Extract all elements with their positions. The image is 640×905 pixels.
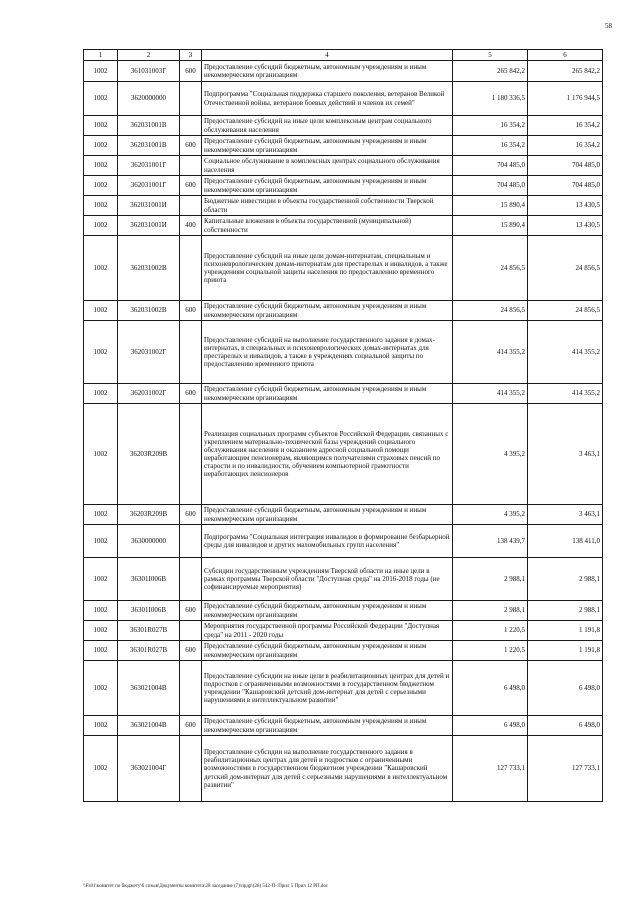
section-cell: 1002 [84, 736, 118, 802]
value-cell: 2 988,1 [453, 601, 528, 621]
name-cell: Субсидии государственным учреждениям Тверской области на иные цели в рамках программы Тверской области "Доступная среда" на 2016-2018 годы (не софинансируемые мероприятия) [202, 558, 453, 601]
value-cell: 6 498,0 [528, 716, 603, 736]
name-cell: Предоставление субсидий бюджетным, автономным учреждениям и иным некоммерческим организациям [202, 505, 453, 525]
type-cell: 600 [180, 505, 202, 525]
value-cell: 2 988,1 [528, 601, 603, 621]
type-cell [180, 156, 202, 176]
value-cell: 24 856,5 [453, 236, 528, 301]
code-cell: 363021004Г [118, 736, 180, 802]
name-cell: Предоставление субсидий бюджетным, автономным учреждениям и иным некоммерческим организациям [202, 384, 453, 404]
type-cell [180, 196, 202, 216]
name-cell: Подпрограмма "Социальная интеграция инвалидов в формирование безбарьерной среды для инвалидов и других маломобильных групп населения" [202, 525, 453, 558]
code-cell: 36301I006В [118, 601, 180, 621]
table-row [84, 525, 603, 558]
name-cell: Мероприятия государственной программы Российской Федерации "Доступная среда" на 2011 - 2020 годы [202, 621, 453, 641]
value-cell: 1 176 944,5 [528, 82, 603, 116]
type-cell: 600 [180, 641, 202, 661]
value-cell: 6 498,0 [453, 661, 528, 716]
table-row [84, 136, 603, 156]
type-cell [180, 558, 202, 601]
value-cell: 1 191,8 [528, 621, 603, 641]
type-cell: 600 [180, 384, 202, 404]
value-cell: 127 733,1 [453, 736, 528, 802]
name-cell: Предоставление субсидий бюджетным, автономным учреждениям и иным некоммерческим организациям [202, 641, 453, 661]
table-row [84, 216, 603, 236]
name-cell: Бюджетные инвестиции в объекты государственной собственности Тверской области [202, 196, 453, 216]
column-header: 6 [528, 50, 603, 61]
name-cell: Реализация социальных программ субъектов Российской Федерации, связанных с укреплением материально-технической базы учреждений социального обслуживания населения и оказанием адресной социальной помощи неработающим пенсионерам, являющимся получателями страховых пенсий по старости и по инвалидности, обучением компьютерной грамотности неработающих пенсионеров [202, 404, 453, 505]
name-cell: Предоставление субсидий бюджетным, автономным учреждениям и иным некоммерческим организациям [202, 601, 453, 621]
type-cell [180, 82, 202, 116]
table-row [84, 301, 603, 321]
code-cell: 361031003Г [118, 61, 180, 82]
section-cell: 1002 [84, 61, 118, 82]
type-cell [180, 236, 202, 301]
type-cell: 600 [180, 601, 202, 621]
type-cell: 600 [180, 61, 202, 82]
value-cell: 16 354,2 [528, 116, 603, 136]
value-cell: 3 463,1 [528, 505, 603, 525]
section-cell: 1002 [84, 661, 118, 716]
section-cell: 1002 [84, 716, 118, 736]
table-row [84, 236, 603, 301]
code-cell: 36203R209В [118, 404, 180, 505]
value-cell: 1 191,8 [528, 641, 603, 661]
code-cell: 362031001И [118, 216, 180, 236]
table-row [84, 384, 603, 404]
section-cell: 1002 [84, 116, 118, 136]
value-cell: 704 485,0 [453, 156, 528, 176]
budget-table [83, 49, 603, 802]
value-cell: 414 355,2 [453, 384, 528, 404]
value-cell: 1 220,5 [453, 641, 528, 661]
value-cell: 4 395,2 [453, 404, 528, 505]
value-cell: 127 733,1 [528, 736, 603, 802]
value-cell: 704 485,0 [453, 176, 528, 196]
file-path-footer: \\Fs01\комитет по бюджету\6 созыв\Документы комитета\28 заседание (7)\прдр\(28) 542-П-\Прил 5 Прил 12 РП.doc [83, 884, 329, 889]
type-cell [180, 621, 202, 641]
type-cell [180, 661, 202, 716]
section-cell: 1002 [84, 558, 118, 601]
section-cell: 1002 [84, 156, 118, 176]
section-cell: 1002 [84, 404, 118, 505]
type-cell: 600 [180, 176, 202, 196]
code-cell: 36301R027В [118, 621, 180, 641]
section-cell: 1002 [84, 136, 118, 156]
code-cell: 36301R027В [118, 641, 180, 661]
code-cell: 363021004В [118, 716, 180, 736]
type-cell: 600 [180, 716, 202, 736]
page-number: 58 [605, 22, 612, 30]
name-cell: Предоставление субсидии на выполнение государственного задания в реабилитационных центрах для детей и подростков с ограниченными возможностями в государственном бюджетном учреждении "Кашаровский детский дом-интернат для детей с серьезными нарушениями в интеллектуальном развитии" [202, 736, 453, 802]
type-cell [180, 736, 202, 802]
value-cell: 13 430,5 [528, 216, 603, 236]
code-cell: 362031001И [118, 196, 180, 216]
table-row [84, 156, 603, 176]
code-cell: 36301I006В [118, 558, 180, 601]
table-row [84, 116, 603, 136]
type-cell: 600 [180, 136, 202, 156]
code-cell: 362031001В [118, 136, 180, 156]
column-header: 4 [202, 50, 453, 61]
table-row [84, 641, 603, 661]
value-cell: 414 355,2 [528, 321, 603, 384]
section-cell: 1002 [84, 301, 118, 321]
table-row [84, 61, 603, 82]
section-cell: 1002 [84, 641, 118, 661]
value-cell: 24 856,5 [528, 301, 603, 321]
value-cell: 6 498,0 [453, 716, 528, 736]
value-cell: 15 890,4 [453, 216, 528, 236]
code-cell: 362031001Г [118, 156, 180, 176]
table-row [84, 621, 603, 641]
value-cell: 265 842,2 [453, 61, 528, 82]
name-cell: Предоставление субсидий бюджетным, автономным учреждениям и иным некоммерческим организациям [202, 61, 453, 82]
value-cell: 265 842,2 [528, 61, 603, 82]
name-cell: Подпрограмма "Социальная поддержка старшего поколения, ветеранов Великой Отечественной войны, ветеранов боевых действий и членов их семей" [202, 82, 453, 116]
table-row [84, 661, 603, 716]
value-cell: 4 395,2 [453, 505, 528, 525]
code-cell: 362031001В [118, 116, 180, 136]
name-cell: Предоставление субсидий бюджетным, автономным учреждениям и иным некоммерческим организациям [202, 716, 453, 736]
name-cell: Предоставление субсидий на выполнение государственного задания в домах-интернатах, в специальных и психоневрологических домах-интернатах для престарелых и инвалидов, а также в учреждениях социальной защиты по предоставлению временного приюта [202, 321, 453, 384]
value-cell: 13 430,5 [528, 196, 603, 216]
value-cell: 1 220,5 [453, 621, 528, 641]
value-cell: 24 856,5 [528, 236, 603, 301]
code-cell: 36203R209В [118, 505, 180, 525]
type-cell [180, 116, 202, 136]
type-cell [180, 404, 202, 505]
table-row [84, 736, 603, 802]
table-row [84, 196, 603, 216]
value-cell: 704 485,0 [528, 156, 603, 176]
section-cell: 1002 [84, 176, 118, 196]
section-cell: 1002 [84, 82, 118, 116]
name-cell: Предоставление субсидий бюджетным, автономным учреждениям и иным некоммерческим организациям [202, 301, 453, 321]
value-cell: 24 856,5 [453, 301, 528, 321]
section-cell: 1002 [84, 621, 118, 641]
code-cell: 362031002В [118, 236, 180, 301]
value-cell: 15 890,4 [453, 196, 528, 216]
value-cell: 2 988,1 [528, 558, 603, 601]
section-cell: 1002 [84, 196, 118, 216]
code-cell: 363021004В [118, 661, 180, 716]
type-cell: 600 [180, 301, 202, 321]
column-header: 2 [118, 50, 180, 61]
value-cell: 16 354,2 [528, 136, 603, 156]
type-cell: 400 [180, 216, 202, 236]
code-cell: 362031002Г [118, 384, 180, 404]
table-row [84, 505, 603, 525]
section-cell: 1002 [84, 525, 118, 558]
value-cell: 414 355,2 [453, 321, 528, 384]
value-cell: 138 411,0 [528, 525, 603, 558]
section-cell: 1002 [84, 236, 118, 301]
value-cell: 704 485,0 [528, 176, 603, 196]
name-cell: Предоставление субсидий на иные цели комплексным центрам социального обслуживания населения [202, 116, 453, 136]
code-cell: 362031002Г [118, 321, 180, 384]
code-cell: 362031001Г [118, 176, 180, 196]
table-row [84, 404, 603, 505]
column-header: 5 [453, 50, 528, 61]
value-cell: 16 354,2 [453, 116, 528, 136]
section-cell: 1002 [84, 601, 118, 621]
table-row [84, 716, 603, 736]
section-cell: 1002 [84, 505, 118, 525]
table-row [84, 601, 603, 621]
value-cell: 2 988,1 [453, 558, 528, 601]
type-cell [180, 525, 202, 558]
code-cell: 3620000000 [118, 82, 180, 116]
value-cell: 6 498,0 [528, 661, 603, 716]
code-cell: 3630000000 [118, 525, 180, 558]
table-row [84, 176, 603, 196]
value-cell: 1 180 336,5 [453, 82, 528, 116]
value-cell: 138 439,7 [453, 525, 528, 558]
name-cell: Капитальные вложения в объекты государственной (муниципальной) собственности [202, 216, 453, 236]
column-header: 1 [84, 50, 118, 61]
value-cell: 414 355,2 [528, 384, 603, 404]
section-cell: 1002 [84, 384, 118, 404]
name-cell: Предоставление субсидий бюджетным, автономным учреждениям и иным некоммерческим организациям [202, 176, 453, 196]
table-row [84, 82, 603, 116]
value-cell: 16 354,2 [453, 136, 528, 156]
column-header: 3 [180, 50, 202, 61]
name-cell: Социальное обслуживание в комплексных центрах социального обслуживания населения [202, 156, 453, 176]
name-cell: Предоставление субсидии на иные цели в реабилитационных центрах для детей и подростков с ограниченными возможностями в государственном бюджетном учреждении "Кашаровский детский дом-интернат для детей с серьезными нарушениями в интеллектуальном развитии" [202, 661, 453, 716]
section-cell: 1002 [84, 321, 118, 384]
value-cell: 3 463,1 [528, 404, 603, 505]
table-row [84, 321, 603, 384]
header-row [84, 50, 603, 61]
section-cell: 1002 [84, 216, 118, 236]
code-cell: 362031002В [118, 301, 180, 321]
type-cell [180, 321, 202, 384]
name-cell: Предоставление субсидий на иные цели домам-интернатам, специальным и психоневрологическим домам-интернатам для престарелых и инвалидов, а также учреждениям социальной защиты населения по предоставлению временного приюта [202, 236, 453, 301]
name-cell: Предоставление субсидий бюджетным, автономным учреждениям и иным некоммерческим организациям [202, 136, 453, 156]
table-row [84, 558, 603, 601]
